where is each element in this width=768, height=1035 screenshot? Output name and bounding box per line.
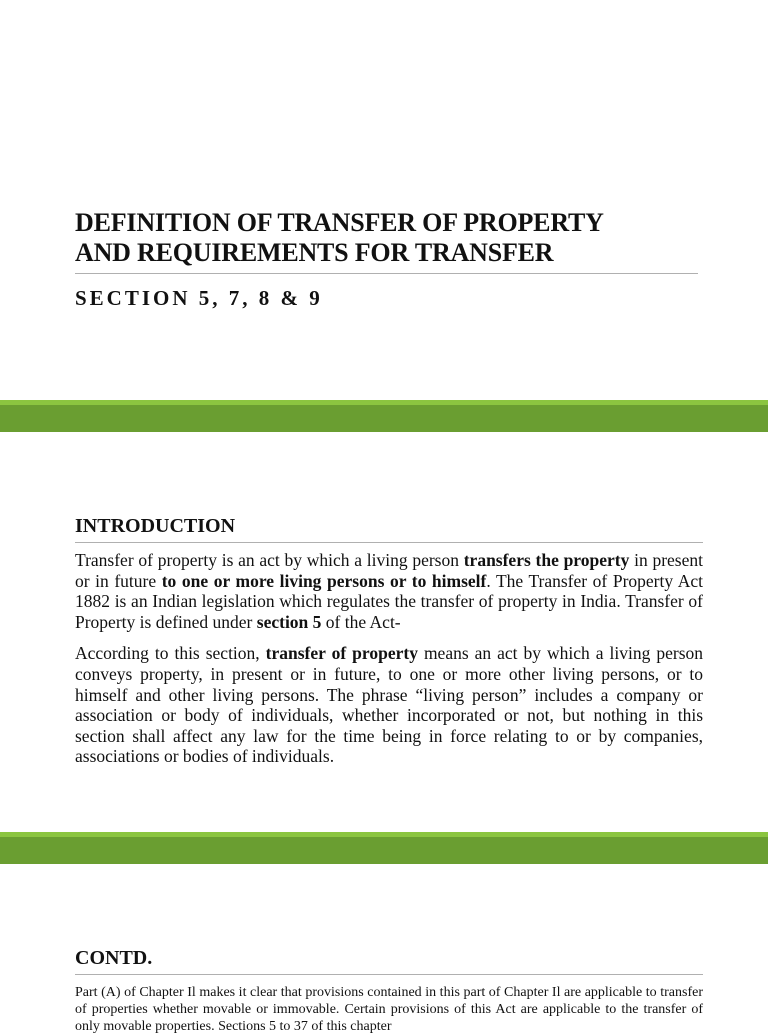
heading-divider — [75, 542, 703, 543]
slide-separator — [0, 832, 768, 864]
text-run: of the Act- — [321, 611, 401, 632]
text-run: According to this section, — [75, 643, 266, 664]
subtitle: SECTION 5, 7, 8 & 9 — [75, 286, 323, 310]
paragraph — [75, 550, 703, 632]
paragraph — [75, 643, 703, 767]
section-heading: INTRODUCTION — [75, 515, 236, 537]
title-block — [75, 208, 698, 310]
bold-run: transfers the property — [463, 550, 630, 570]
main-title — [75, 208, 698, 268]
text-run: Transfer of property is an act by which a living person — [75, 550, 464, 570]
main-title-line-2: AND REQUIREMENTS FOR TRANSFER — [75, 238, 554, 267]
slide-title — [0, 0, 768, 400]
paragraph: Part (A) of Chapter Il makes it clear that provisions contained in this part of Chapter Il are applicable to transfer of properties whether movable or immovable. Certain provisions of this Act are applicable to the transfer of only movable properties. Sections 5 to 37 of this chapter — [75, 985, 703, 1034]
slide-introduction — [0, 432, 768, 832]
title-divider — [75, 273, 698, 274]
text-run: . The Transfer of Property Act 1882 is an Indian legislation which regulates the transfer of property in India. Transfer of Property is defined under — [75, 570, 703, 632]
text-run: in present or in future — [75, 550, 703, 591]
text-run: means an act by which a living person conveys property, in present or in future, to one or more other living persons, or to himself and other living persons. The phrase “living person” includes a company or association or body of individuals, whether incorporated or not, but nothing in this section shall affect any law for the time being in force relating to or by companies, associations or bodies of individuals. — [75, 643, 704, 767]
main-title-line-1: DEFINITION OF TRANSFER OF PROPERTY — [75, 208, 604, 237]
section-heading: CONTD. — [75, 947, 153, 969]
slide-contd — [0, 864, 768, 1034]
heading-divider — [75, 974, 703, 975]
contd-block — [75, 946, 703, 1035]
slide-separator — [0, 400, 768, 432]
bold-run: section 5 — [256, 611, 322, 632]
bold-run: transfer of property — [265, 643, 418, 664]
bold-run: to one or more living persons or to himself — [161, 570, 487, 591]
introduction-block — [75, 514, 703, 767]
